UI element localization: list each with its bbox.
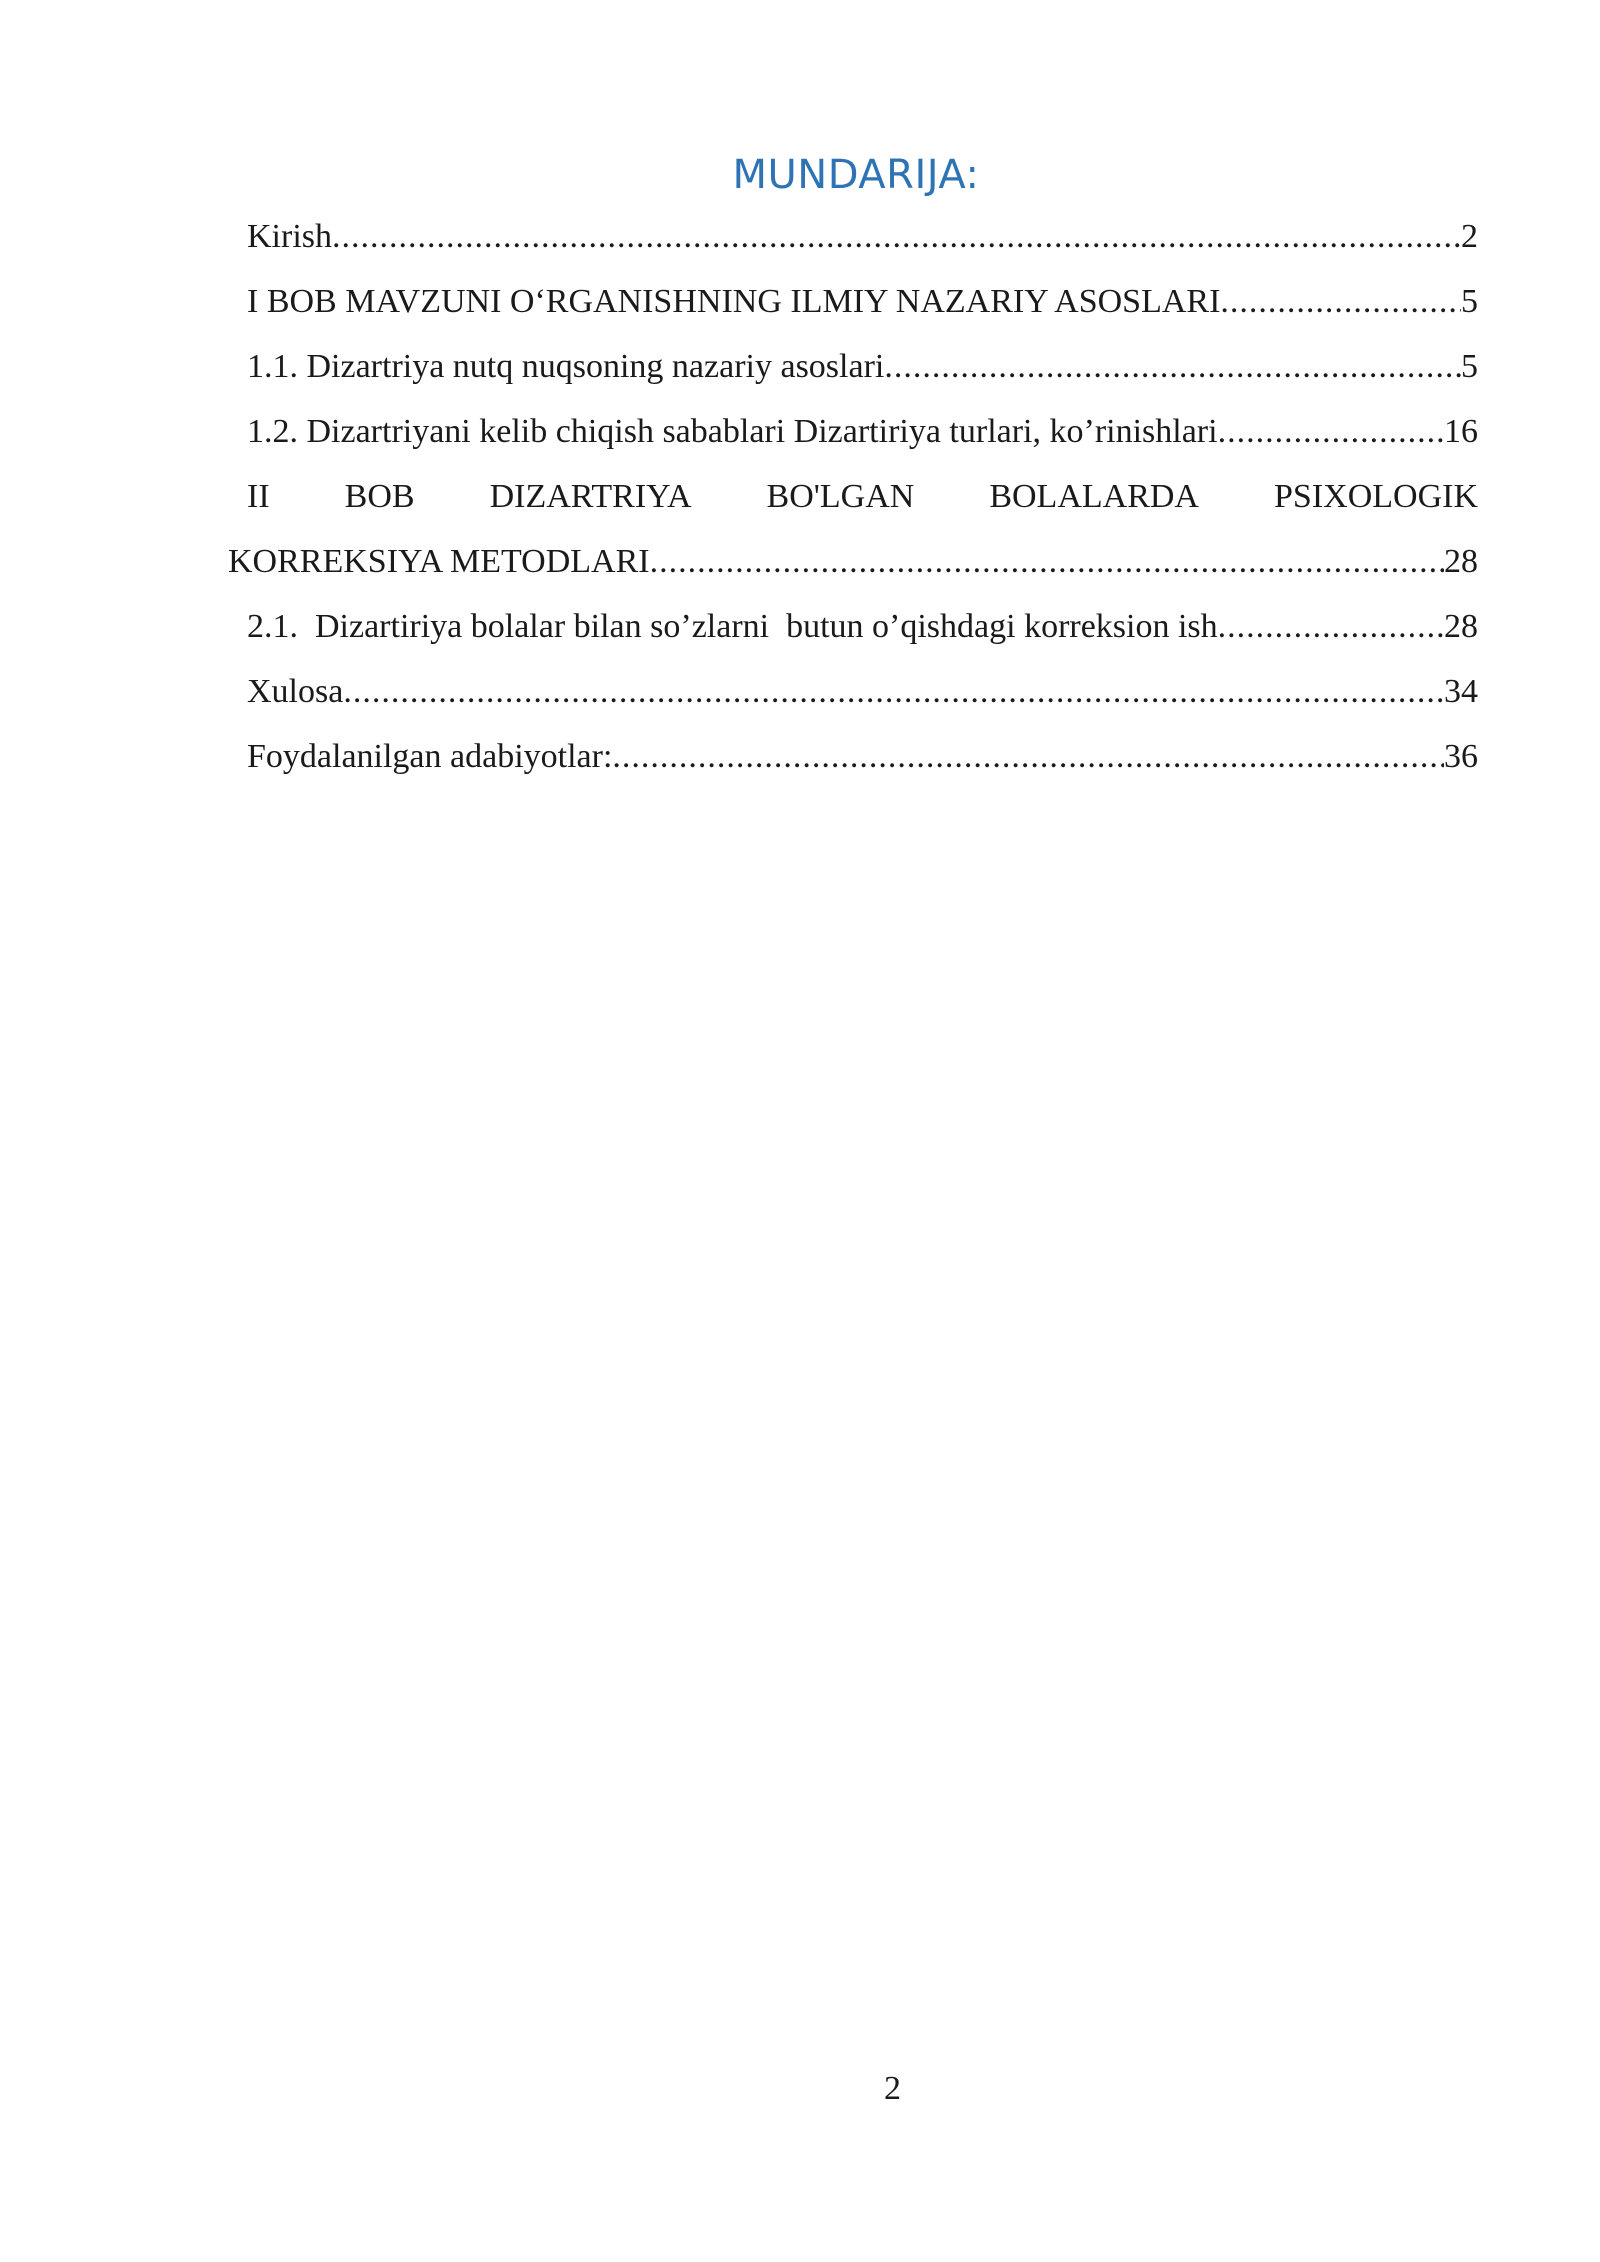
toc-entry-chapter-2-line2[interactable] [228, 536, 1478, 601]
toc-page-number: 28 [1444, 543, 1478, 580]
dot-leader [1218, 406, 1444, 458]
toc-word: DIZARTRIYA [489, 478, 692, 515]
dot-leader [343, 666, 1444, 718]
toc-entry-text: Xulosa [247, 673, 344, 710]
table-of-contents [228, 211, 1478, 796]
toc-page-number: 2 [1461, 218, 1478, 255]
toc-entry-text: 2.1. Dizartiriya bolalar bilan so’zlarni butun o’qishdagi korreksion ish [247, 608, 1218, 645]
dot-leader [1220, 276, 1461, 328]
toc-page-number: 34 [1444, 673, 1478, 710]
toc-entry-text: I BOB MAVZUNI O‘RGANISHNING ILMIY NAZARIY ASOSLARI [247, 283, 1221, 320]
dot-leader [612, 731, 1444, 783]
toc-entry-kirish[interactable] [247, 211, 1478, 276]
toc-entry-text: KORREKSIYA METODLARI [228, 543, 650, 580]
toc-entry-bibliography[interactable] [247, 731, 1478, 796]
toc-word: PSIXOLOGIK [1274, 478, 1478, 515]
toc-entry-section-1-2[interactable] [247, 406, 1478, 471]
dot-leader [650, 536, 1444, 588]
toc-word: BOB [344, 478, 415, 515]
page-number: 2 [884, 2070, 901, 2107]
toc-page-number: 5 [1461, 348, 1478, 385]
toc-word: II [247, 478, 270, 515]
dot-leader [332, 211, 1461, 263]
dot-leader [1218, 601, 1444, 653]
toc-entry-chapter-2-line1[interactable] [247, 471, 1478, 536]
toc-entry-text: 1.2. Dizartriyani kelib chiqish sabablari Dizartiriya turlari, ko’rinishlari [247, 413, 1218, 450]
toc-entry-section-1-1[interactable] [247, 341, 1478, 406]
dot-leader [884, 341, 1461, 393]
toc-word: BOLALARDA [989, 478, 1199, 515]
toc-entry-text: Kirish [247, 218, 332, 255]
toc-entry-section-2-1[interactable] [247, 601, 1478, 666]
toc-entry-text: Foydalanilgan adabiyotlar: [247, 738, 613, 775]
toc-title: MUNDARIJA: [732, 152, 980, 198]
toc-entry-text: 1.1. Dizartriya nutq nuqsoning nazariy asoslari [247, 348, 885, 385]
toc-entry-xulosa[interactable] [247, 666, 1478, 731]
toc-entry-chapter-1[interactable] [247, 276, 1478, 341]
toc-page-number: 5 [1461, 283, 1478, 320]
toc-page-number: 16 [1444, 413, 1478, 450]
toc-word: BO'LGAN [766, 478, 915, 515]
toc-page-number: 28 [1444, 608, 1478, 645]
toc-page-number: 36 [1444, 738, 1478, 775]
